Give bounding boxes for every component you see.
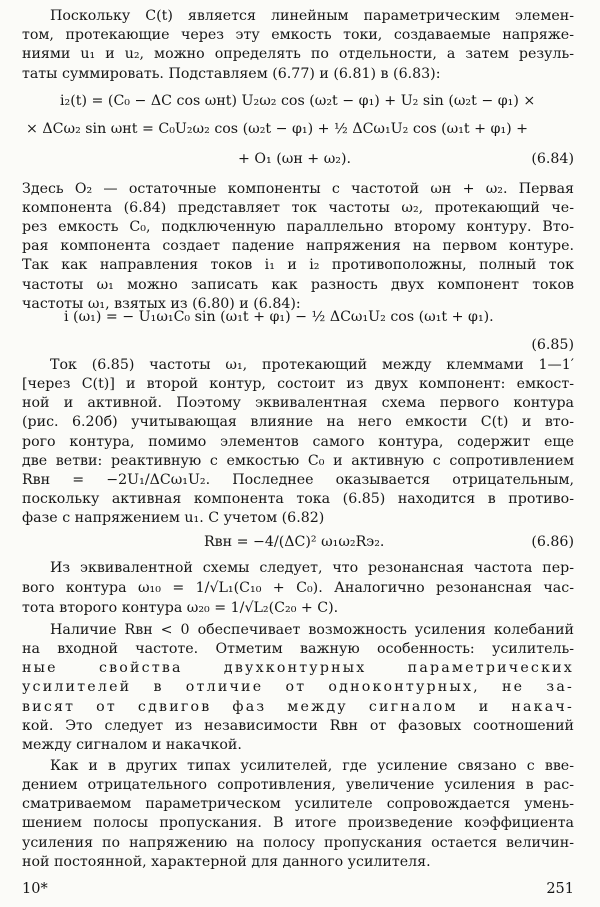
text-line: рез емкость C₀, подключенную параллельно второму контуру. Вто- [22,219,574,235]
text-line: Из эквивалентной схемы следует, что резонансная частота пер- [50,559,574,576]
text-line: том, протекающие через эту емкость токи, создаваемые напряже- [22,27,574,44]
text-line: шением полосы пропускания. В итоге произведение коэффициента [22,815,574,832]
equation-line: × ΔCω₂ sin ωнt = C₀U₂ω₂ cos (ω₂t − φ₁) + ½ ΔCω₁U₂ cos (ω₁t + φ₁) + [26,121,529,138]
text-line: фазе с напряжением u₁. С учетом (6.82) [22,510,325,527]
signature-mark: 10* [22,881,48,897]
text-line: рая компонента создает падение напряжения на первом контуре. [22,238,574,255]
text-line: частоты ω₁ можно записать как разность двух компонент токов [22,276,574,293]
equation-line: Rвн = −4/(ΔC)² ω₁ω₂Rэ₂. [204,534,385,551]
text-line: таты суммировать. Подставляем (6.77) и (6.81) в (6.83): [22,65,441,82]
text-line: (рис. 6.20б) учитывающая влияние на него емкости C(t) и вто- [22,414,574,431]
equation-line: i (ω₁) = − U₁ω₁C₀ sin (ω₁t + φ₁) − ½ ΔCω₁U₂ cos (ω₁t + φ₁). [64,308,494,325]
text-line: поскольку активная компонента тока (6.85) находится в противо- [22,491,574,508]
text-line: Поскольку C(t) является линейным параметрическим элемен- [50,8,574,24]
text-line: [через C(t)] и второй контур, состоит из двух компонент: емкост- [22,376,574,393]
text-line: ной и активной. Поэтому эквивалентная схема первого контура [22,395,574,412]
equation-number: (6.85) [531,336,574,353]
text-line: сматриваемом параметрическом усилителе сопровождается умень- [22,796,574,813]
text-line-spaced: ные свойства двухконтурных параметрических [22,660,574,677]
text-line: частоты ω₁, взятых из (6.80) и (6.84): [22,295,301,312]
text-line: кой. Это следует из независимости Rвн от фазовых соотношений [22,717,574,734]
text-line: тота второго контура ω₂₀ = 1/√L₂(C₂₀ + C). [22,599,339,616]
text-line: на входной частоте. Отметим важную особенность: усилитель- [22,640,574,657]
text-line-spaced: висят от сдвигов фаз между сигналом и накач- [22,698,574,715]
text-line: ниями u₁ и u₂, можно определять по отдельности, а затем резуль- [22,46,574,63]
text-line: Здесь O₂ — остаточные компоненты с частотой ωн + ω₂. Первая [22,180,574,197]
text-line: Так как направления токов i₁ и i₂ противоположны, полный ток [22,257,574,274]
text-line: вого контура ω₁₀ = 1/√L₁(C₁₀ + C₀). Аналогично резонансная час- [22,579,574,596]
text-line-spaced: усилителей в отличие от одноконтурных, не за- [22,679,574,696]
text-line: Rвн = −2U₁/ΔCω₁U₂. Последнее оказывается отрицательным, [22,472,574,488]
text-line: ной постоянной, характерной для данного усилителя. [22,853,431,870]
equation-number: (6.84) [531,150,574,167]
text-line: компонента (6.84) представляет ток частоты ω₂, протекающий че- [22,199,574,216]
text-line: дением отрицательного сопротивления, увеличение усиления в рас- [22,777,574,793]
text-line: рого контура, помимо элементов самого контура, содержит еще [22,433,574,450]
equation-line: i₂(t) = (C₀ − ΔC cos ωнt) U₂ω₂ cos (ω₂t − φ₁) + U₂ sin (ω₂t − φ₁) × [60,93,536,109]
text-line: Ток (6.85) частоты ω₁, протекающий между клеммами 1—1′ [50,356,574,373]
text-line: две ветви: реактивную с емкостью C₀ и активную с сопротивлением [22,452,574,469]
text-line: усиления по напряжению на полосу пропускания остается величин- [22,834,574,851]
text-line: Наличие Rвн < 0 обеспечивает возможность усиления колебаний [50,621,574,638]
equation-line: + O₁ (ωн + ω₂). [238,150,351,167]
equation-number: (6.86) [531,534,574,551]
text-line: между сигналом и накачкой. [22,736,242,753]
page-number: 251 [546,881,574,897]
text-line: Как и в других типах усилителей, где усиление связано с вве- [50,757,574,774]
